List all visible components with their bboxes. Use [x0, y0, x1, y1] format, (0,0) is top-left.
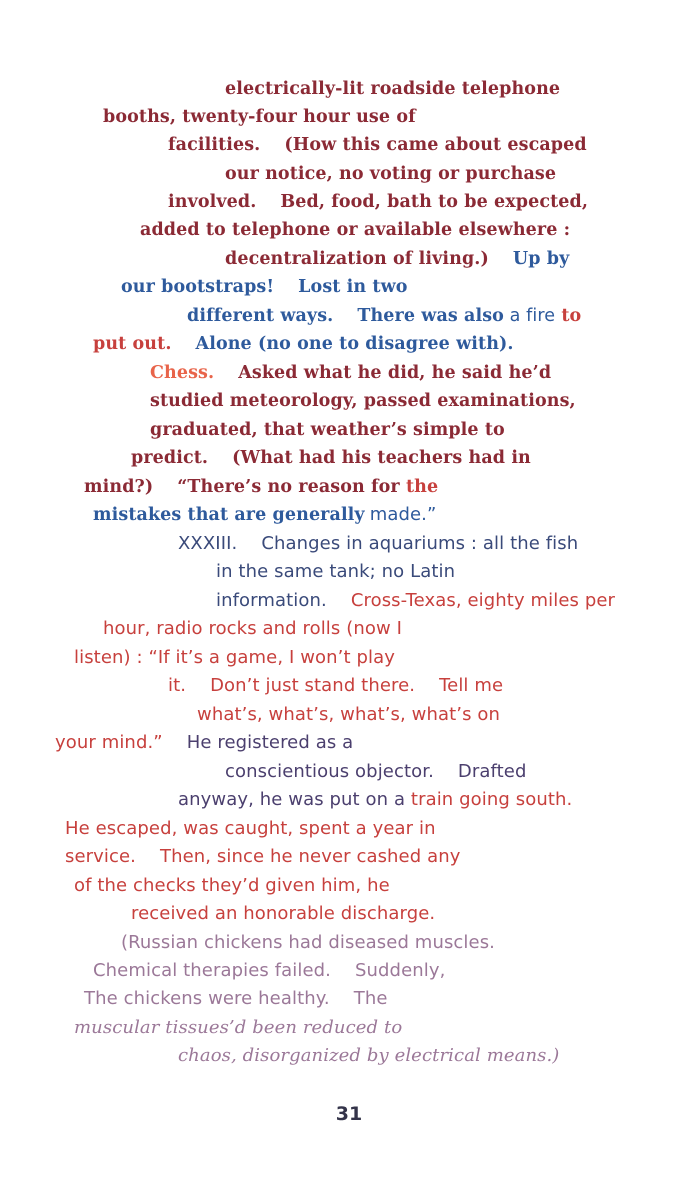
- text-line: of the checks they’d given him, he: [74, 875, 390, 896]
- text-line: conscientious objector. Drafted: [225, 761, 527, 782]
- text-line: information. Cross-Texas, eighty miles per: [216, 590, 616, 611]
- text-line: it. Don’t just stand there. Tell me: [168, 675, 504, 696]
- text-line: anyway, he was put on a train going south.: [178, 789, 573, 810]
- text-line: our notice, no voting or purchase: [225, 164, 557, 184]
- text-line: facilities. (How this came about escaped: [168, 135, 587, 155]
- text-line: He escaped, was caught, spent a year in: [65, 818, 436, 839]
- text-line: The chickens were healthy. The: [84, 988, 388, 1009]
- text-line: muscular tissues’d been reduced to: [74, 1017, 403, 1038]
- text-line: Chess. Asked what he did, he said he’d: [150, 363, 552, 383]
- text-line: involved. Bed, food, bath to be expected,: [168, 192, 589, 212]
- text-line: Chemical therapies failed. Suddenly,: [93, 960, 446, 981]
- text-line: different ways. There was also a fire to: [187, 306, 582, 326]
- text-line: your mind.” He registered as a: [55, 732, 354, 753]
- text-line: studied meteorology, passed examinations,: [150, 391, 576, 411]
- text-line: what’s, what’s, what’s, what’s on: [197, 704, 501, 725]
- text-line: chaos, disorganized by electrical means.): [178, 1045, 560, 1066]
- page-number: 31: [335, 1103, 363, 1125]
- text-line: in the same tank; no Latin: [216, 561, 456, 582]
- text-line: hour, radio rocks and rolls (now I: [103, 618, 403, 639]
- text-line: added to telephone or available elsewhere :: [140, 220, 571, 240]
- text-line: mistakes that are generally made.”: [93, 504, 437, 525]
- text-line: our bootstraps! Lost in two: [121, 277, 408, 297]
- text-line: put out. Alone (no one to disagree with).: [93, 334, 514, 354]
- text-line: decentralization of living.) Up by: [225, 249, 570, 269]
- text-line: received an honorable discharge.: [131, 903, 436, 924]
- text-line: booths, twenty-four hour use of: [103, 107, 416, 127]
- text-line: electrically-lit roadside telephone: [225, 79, 561, 99]
- text-line: service. Then, since he never cashed any: [65, 846, 461, 867]
- text-line: listen) : “If it’s a game, I won’t play: [74, 647, 395, 668]
- text-line: mind?) “There’s no reason for the: [84, 477, 439, 497]
- text-line: graduated, that weather’s simple to: [150, 420, 505, 440]
- text-line: predict. (What had his teachers had in: [131, 448, 531, 468]
- text-line: XXXIII. Changes in aquariums : all the fish: [178, 533, 579, 554]
- text-line: (Russian chickens had diseased muscles.: [121, 932, 495, 953]
